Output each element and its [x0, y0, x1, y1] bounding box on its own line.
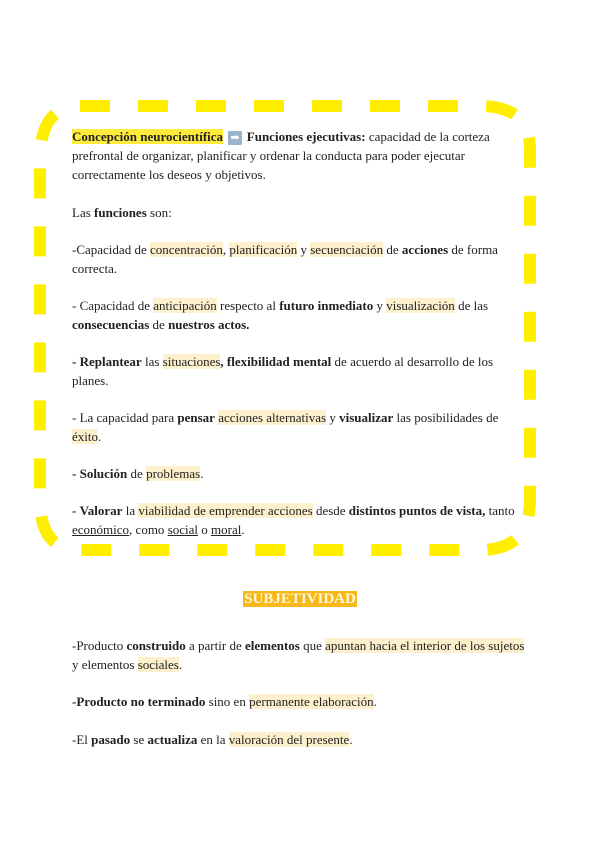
item4-posibilidades: las posibilidades de — [396, 410, 499, 425]
item-replantear — [72, 352, 528, 390]
item-anticipacion — [72, 296, 528, 334]
s3-actualiza: actualiza — [147, 732, 198, 747]
item6-dot: . — [241, 522, 245, 537]
item6-distintos: distintos puntos de vista — [348, 503, 483, 518]
funciones-post: son: — [150, 205, 172, 220]
s1-dot: . — [178, 657, 183, 672]
item1-y: y — [300, 242, 307, 257]
item4-dot: . — [98, 429, 102, 444]
item4-y: y — [329, 410, 336, 425]
s1-construido: construido — [126, 638, 186, 653]
item4-acciones-alternativas: acciones alternativas — [218, 410, 327, 425]
item-pensar — [72, 408, 528, 446]
s1-elementos: elementos — [244, 638, 300, 653]
item6-moral: moral — [211, 522, 242, 537]
item4-visualizar: visualizar — [339, 410, 394, 425]
funciones-pre: Las — [72, 205, 91, 220]
item5-dot: . — [200, 466, 204, 481]
item6-desde: desde — [315, 503, 346, 518]
item2-futuro: futuro inmediato — [279, 298, 374, 313]
item2-visualizacion: visualización — [386, 298, 455, 313]
s1-sociales: sociales — [137, 657, 179, 672]
s3-en-la: en la — [200, 732, 226, 747]
item2-y: y — [376, 298, 383, 313]
s1-y-elementos: y elementos — [72, 657, 135, 672]
s1-producto: -Producto — [72, 638, 124, 653]
s3-dot: . — [349, 732, 353, 747]
funciones-bold: funciones — [94, 205, 147, 220]
item3-flexibilidad: flexibilidad mental — [226, 354, 332, 369]
item1-comma: , — [222, 242, 227, 257]
item6-economico: económico — [72, 522, 130, 537]
item2-nuestros-actos: nuestros actos. — [168, 317, 250, 332]
intro-title: Funciones ejecutivas: — [246, 129, 366, 144]
s2-dot: . — [373, 694, 377, 709]
item2-anticipacion: anticipación — [153, 298, 217, 313]
s2-producto-no-terminado: Producto no terminado — [76, 694, 206, 709]
item1-prefix: -Capacidad de — [72, 242, 147, 257]
intro-text: capacidad de la corteza prefrontal de organizar, planificar y ordenar la conducta para poder ejecutar correctamente los deseos y objetivos. — [72, 129, 490, 182]
s1-que: que — [303, 638, 322, 653]
item6-viabilidad: viabilidad de emprender acciones — [138, 503, 313, 518]
subj-item-construido — [72, 636, 528, 674]
item6-social: social — [167, 522, 199, 537]
item3-replantear: Replantear — [79, 354, 142, 369]
item6-valorar: Valorar — [79, 503, 123, 518]
item6-o: o — [201, 522, 208, 537]
intro-term: Concepción neurocientífica — [72, 129, 224, 144]
item5-de: de — [130, 466, 143, 481]
section-heading — [0, 590, 600, 609]
heading-text: SUBJETIVIDAD — [244, 591, 356, 607]
item3-comma: , — [220, 354, 224, 369]
item3-situaciones: situaciones — [162, 354, 221, 369]
item3-dash: - — [72, 354, 77, 369]
item5-dash: - — [72, 466, 77, 481]
funciones-line — [72, 203, 528, 222]
s3-el: -El — [72, 732, 88, 747]
item6-dash: - — [72, 503, 77, 518]
item6-como: , como — [129, 522, 165, 537]
item4-prefix: - La capacidad para — [72, 410, 175, 425]
item1-acciones: acciones — [401, 242, 449, 257]
item4-pensar: pensar — [177, 410, 215, 425]
s2-sino-en: sino en — [208, 694, 246, 709]
right-arrow-icon: ➡ — [230, 132, 240, 144]
s2-dash: - — [72, 694, 77, 709]
s3-valoracion: valoración del presente — [228, 732, 350, 747]
item1-rest: de forma correcta. — [72, 242, 498, 276]
s1-apuntan: apuntan hacia el interior de los sujetos — [325, 638, 525, 653]
item1-concentracion: concentración — [149, 242, 223, 257]
item5-solucion: Solución — [79, 466, 128, 481]
subj-item-pasado — [72, 730, 528, 749]
item5-problemas: problemas — [146, 466, 201, 481]
item4-exito: éxito — [72, 429, 98, 444]
s3-se: se — [133, 732, 145, 747]
item1-de: de — [386, 242, 399, 257]
item3-rest: de acuerdo al desarrollo de los planes. — [72, 354, 494, 388]
intro-paragraph — [72, 127, 528, 184]
item-valorar — [72, 501, 528, 539]
item-solucion — [72, 464, 528, 483]
item2-de: de — [152, 317, 165, 332]
item2-consecuencias: consecuencias — [72, 317, 150, 332]
s2-permanente: permanente elaboración — [249, 694, 374, 709]
item6-la: la — [125, 503, 136, 518]
item3-las: las — [144, 354, 160, 369]
item1-planificacion: planificación — [229, 242, 298, 257]
item6-comma: , — [482, 503, 486, 518]
s1-a-partir: a partir de — [189, 638, 242, 653]
item2-prefix: - Capacidad de — [72, 298, 150, 313]
item2-de-las: de las — [458, 298, 489, 313]
subj-item-no-terminado — [72, 692, 528, 711]
s3-pasado: pasado — [91, 732, 131, 747]
item2-respecto: respecto al — [220, 298, 276, 313]
item1-secuenciacion: secuenciación — [310, 242, 384, 257]
item6-tanto: tanto — [488, 503, 515, 518]
item-concentracion — [72, 240, 528, 278]
